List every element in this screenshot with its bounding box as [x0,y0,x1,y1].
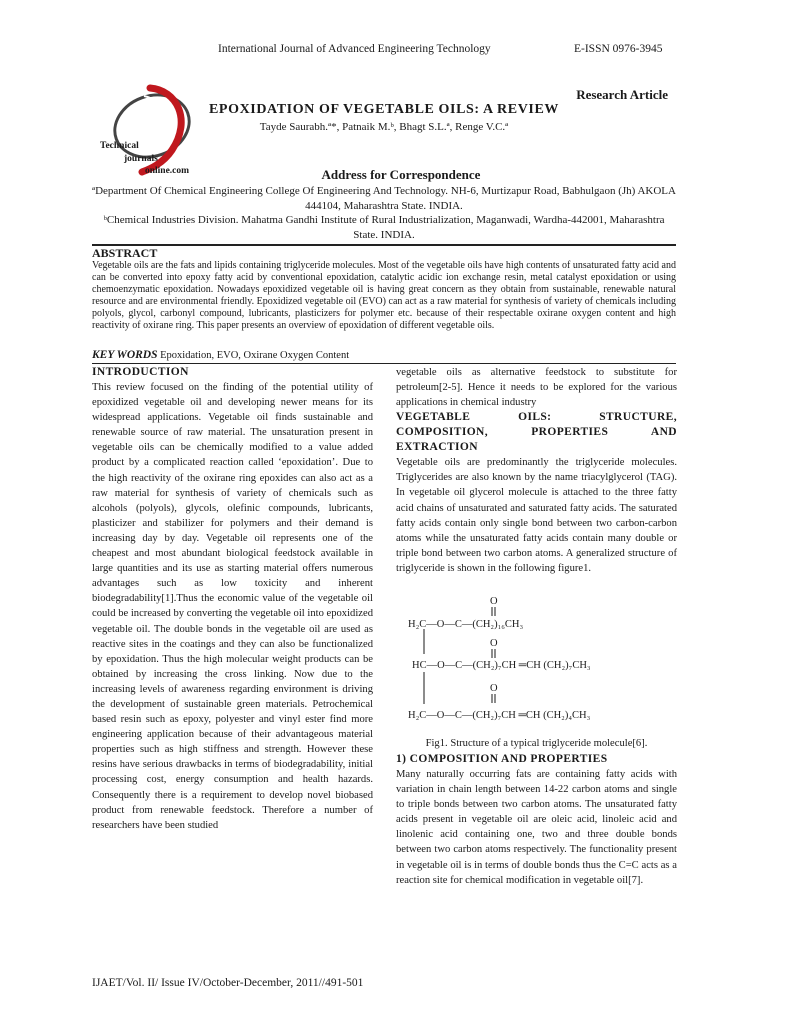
composition-section [396,752,677,888]
introduction-heading: INTRODUCTION [92,366,189,378]
logo-text-1: Technical [100,141,139,151]
composition-text: Many naturally occurring fats are containing fatty acids with variation in chain length between 14-22 carbon atoms and single to triple bonds between two carbon atoms. The unsaturated fatty acids present in vegetable oil are oleic acid, linoleic acid and linolenic acid containing one, two and three double bonds between two carbon atoms respectively. The functionality present in vegetable oil is in terms of double bonds thus the C=C acts as a reaction site for chemical modification in vegetable oil[7]. [396,769,677,886]
logo-text-3: online.com [145,166,190,176]
keywords-text: Epoxidation, EVO, Oxirane Oxygen Content [157,350,350,361]
footer-citation: IJAET/Vol. II/ Issue IV/October-December, 2011//491-501 [92,977,364,989]
right-column [396,365,677,576]
figure-o-3: O [490,683,498,694]
figure-o-1: O [490,596,498,607]
continued-text: vegetable oils as alternative feedstock to substitute for petroleum[2-5]. Hence it needs to be explored for the various applications in chemical industry [396,367,677,409]
introduction-text: This review focused on the finding of the potential utility of epoxidized vegetable oil and developing newer means for its widespread applications. Vegetable oil finds sustainable and renewable source of raw material. The unsaturation present in vegetable oils can be chemically modified to a value added product by a complicated reaction called ‘epoxidation’. Due to the high reactivity of the oxirane ring epoxides can also act as a raw material for synthesis of variety of chemicals such as alcohols (polyols), glycols, olefinic compounds, lubricants, plasticizer and stabilizer for polymers and their demand is increasing day by day. Vegetable oil represents one of the cheapest and most abundant biological feedstock available in large quantities and its use as starting material offers numerous advantages such as low toxicity and inherent biodegradability[1].Thus the economic value of the vegetable oil could be increased by converting the vegetable oil into epoxidized vegetable oil. The double bonds in the vegetable oil are used as reactive sites in the coatings and they can also be functionalized by epoxidation. Thus the high molecular weight products can be obtained by increasing the cross linking. Now due to the increasing levels of awareness regarding environment is driving the development of sustainable green materials. Petrochemical based resin such as epoxy, polyester and vinyl ester find more engineering application because of their advantageous material properties such as high stiffness and strength. However these resins have serious drawbacks in terms of biodegradability, initial processing cost, energy consumption and health hazards. Consequently there is a requirement to develop novel biobased product from renewable feedstock. Therefore a number of researchers have been studied [92,382,373,831]
authors: Tayde Saurabh.ª*, Patnaik M.ᵇ, Bhagt S.L.ª, Renge V.C.ª [259,121,509,133]
abstract-text: Vegetable oils are the fats and lipids containing triglyceride molecules. Most of the vegetable oils have high contents of unsaturated fatty acid and can be converted into epoxy fatty acid by conventional epoxidation, catalytic acidic ion exchange resin, metal catalyst epoxidation or using chemoenzymatic epoxidation. Nowadays epoxidized vegetable oil is having great concern as they obtain from sustainable, renewable natural resource and are environmental friendly. Epoxidized vegetable oil (EVO) can act as a raw material for synthesis of variety of chemicals including polyols, glycol, carbonyl compound, lubricants, plasticizers for polymer etc. because of their respectable oxirane oxygen content and high reactivity of oxirane ring. This paper presents an overview of epoxidation of different vegetable oils. [92,260,676,332]
figure-row-1: H₂C—O—C—(CH₂)₁₆CH₃ [408,619,524,630]
affiliation-b: ᵇChemical Industries Division. Mahatma Gandhi Institute of Rural Industrialization, Maganwadi, Wardha-442001, Maharashtra State. INDIA. [103,214,665,241]
keywords [92,349,349,361]
affiliation-a: ªDepartment Of Chemical Engineering College Of Engineering And Technology. NH-6, Murtizapur Road, Babhulgaon (Jh) AKOLA 444104, Maharashtra State. INDIA. [92,185,676,212]
paper-title: EPOXIDATION OF VEGETABLE OILS: A REVIEW [208,102,559,117]
correspondence-heading: Address for Correspondence [321,167,481,182]
issn: E-ISSN 0976-3945 [574,43,663,55]
abstract-rule [92,244,676,246]
abstract-heading: ABSTRACT [92,246,158,260]
article-type: Research Article [576,87,668,102]
journal-name: International Journal of Advanced Engineering Technology [218,43,491,55]
composition-heading: 1) COMPOSITION AND PROPERTIES [396,753,608,765]
triglyceride-figure [408,594,660,730]
figure-o-2: O [490,638,498,649]
vegetable-oils-text: Vegetable oils are predominantly the triglyceride molecules. Triglycerides are also known by the name triacylglycerol (TAG). In vegetable oil glycerol molecule is attached to the three fatty acid chains of unsaturated and saturated fatty acids. The saturated fatty acids contain only single bond between two carbon-carbon atoms while the unsaturated fatty acids contain many double or triple bond between two carbon atoms. A generalized structure of triglyceride is shown in the following figure1. [396,457,677,574]
keywords-rule [92,363,676,364]
figure-row-3: H₂C—O—C—(CH₂)₇CH ═CH (CH₂)₄CH₃ [408,710,591,721]
keywords-label: KEY WORDS [92,349,158,361]
figure-row-2: HC—O—C—(CH₂)₇CH ═CH (CH₂)₇CH₃ [412,660,591,671]
figure-caption: Fig1. Structure of a typical triglyceride molecule[6]. [425,738,648,749]
vegetable-oils-heading: VEGETABLE OILS: STRUCTURE, COMPOSITION, PROPERTIES AND EXTRACTION [396,411,677,454]
left-column [92,365,373,833]
logo-text-2: journals [124,154,158,164]
